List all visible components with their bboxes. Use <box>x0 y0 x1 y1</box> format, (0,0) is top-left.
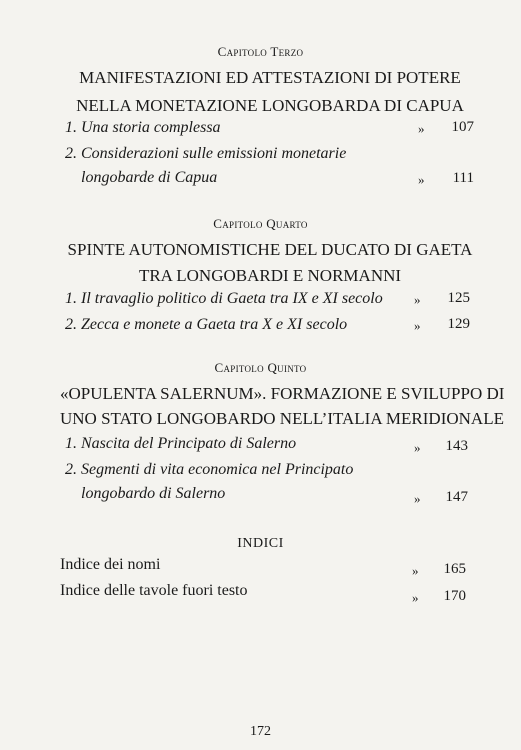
page-separator-mark: » <box>412 590 419 605</box>
toc-page-number: 125 <box>447 290 470 306</box>
page-separator-mark: » <box>414 318 421 333</box>
page-separator-mark: » <box>412 563 419 578</box>
chapter-4-title-line-1: SPINTE AUTONOMISTICHE DEL DUCATO DI GAETA <box>67 240 473 259</box>
toc-entry[interactable] <box>65 313 465 337</box>
index-entry-title[interactable]: Indice delle tavole fuori testo <box>60 582 248 599</box>
toc-entry-title-continued: longobarde di Capua <box>81 169 218 186</box>
toc-entry[interactable] <box>65 458 465 506</box>
page-folio-number: 172 <box>250 724 271 739</box>
page-separator-mark: » <box>414 292 421 307</box>
toc-page-number: 147 <box>445 489 468 505</box>
toc-entry-title: 1. Nascita del Principato di Salerno <box>65 435 297 452</box>
chapter-3-title-line-1: MANIFESTAZIONI ED ATTESTAZIONI DI POTERE <box>79 68 461 87</box>
page-separator-mark: » <box>418 121 425 136</box>
toc-entry-title: 1. Il travaglio politico di Gaeta tra IX e XI secolo <box>65 290 383 307</box>
chapter-5-title-line-1: «OPULENTA SALERNUM». FORMAZIONE E SVILUPPO DI <box>60 384 505 403</box>
index-entry-title[interactable]: Indice dei nomi <box>60 556 161 573</box>
toc-page-number: 107 <box>451 119 474 135</box>
page-separator-mark: » <box>418 172 425 187</box>
toc-entry[interactable] <box>65 432 465 456</box>
toc-entry[interactable] <box>65 287 465 311</box>
index-page-number: 165 <box>443 561 466 577</box>
toc-page-number: 143 <box>445 438 468 454</box>
toc-entry-title: 2. Zecca e monete a Gaeta tra X e XI secolo <box>65 316 348 333</box>
toc-page-number: 111 <box>452 170 474 186</box>
chapter-4-label: Capitolo Quarto <box>213 216 308 231</box>
chapter-5-label: Capitolo Quinto <box>214 360 307 375</box>
toc-entry-title: 1. Una storia complessa <box>65 119 221 136</box>
chapter-4-title-line-2: TRA LONGOBARDI E NORMANNI <box>138 266 402 285</box>
chapter-3-label: Capitolo Terzo <box>217 44 304 59</box>
toc-page-number: 129 <box>447 316 470 332</box>
toc-entry-title: 2. Segmenti di vita economica nel Principato <box>65 461 354 478</box>
toc-entry[interactable] <box>65 142 465 190</box>
page-separator-mark: » <box>414 491 421 506</box>
index-heading: INDICI <box>237 536 284 551</box>
index-page-number: 170 <box>443 588 466 604</box>
chapter-3-title-line-2: NELLA MONETAZIONE LONGOBARDA DI CAPUA <box>76 96 464 115</box>
page-separator-mark: » <box>414 440 421 455</box>
toc-entry[interactable] <box>65 116 465 140</box>
toc-entry-title-continued: longobardo di Salerno <box>81 485 226 502</box>
toc-entry-title: 2. Considerazioni sulle emissioni monetarie <box>65 145 347 162</box>
chapter-5-title-line-2: UNO STATO LONGOBARDO NELL’ITALIA MERIDIONALE <box>60 409 504 428</box>
